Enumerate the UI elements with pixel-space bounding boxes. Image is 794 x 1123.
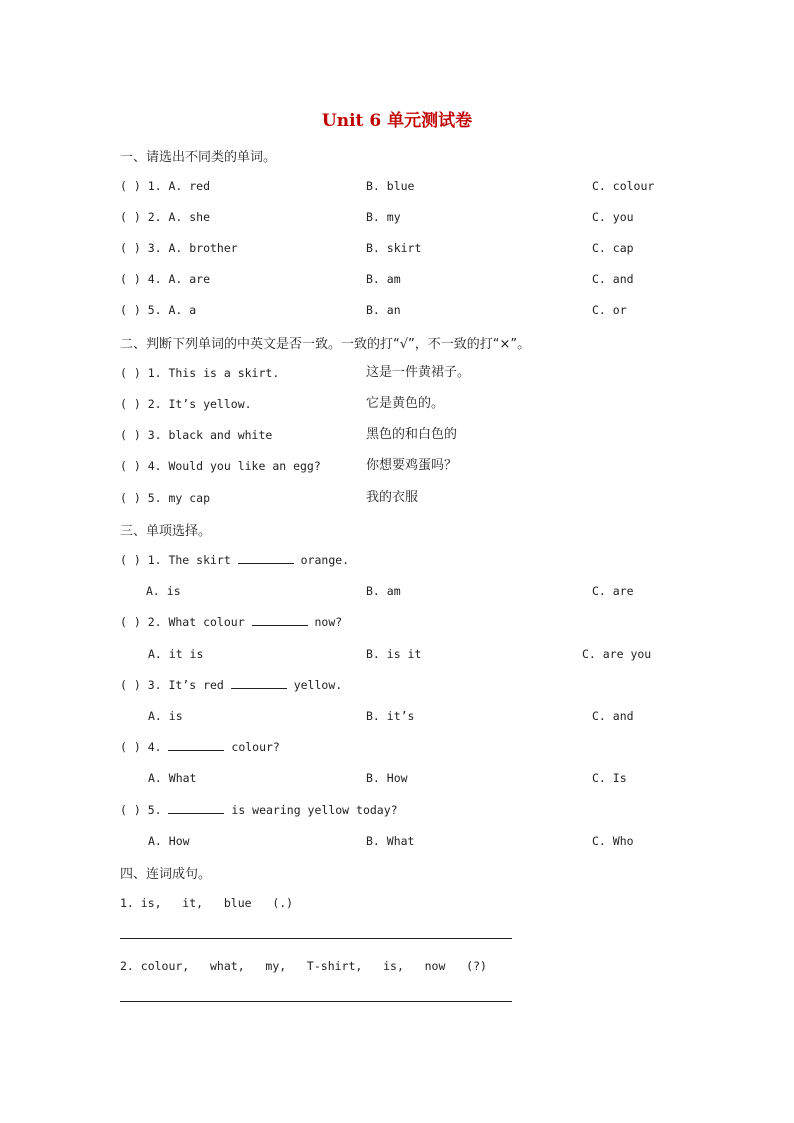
s1-item-1 — [0, 177, 794, 195]
s1-item-5-b: B. an — [366, 303, 401, 317]
s3-question-4 — [0, 738, 794, 756]
s3-q1-option-a: A. is — [146, 584, 181, 598]
s3-q1-blank[interactable] — [238, 552, 294, 564]
s1-item-3-a: ( ) 3. A. brother — [120, 241, 238, 255]
s3-q1-text — [120, 551, 349, 569]
s2-item-3-cn: 黑色的和白色的 — [366, 427, 458, 442]
s1-item-4-a: ( ) 4. A. are — [120, 272, 211, 286]
s2-item-1-en: ( ) 1. This is a skirt. — [120, 366, 280, 380]
s2-item-1 — [0, 364, 794, 382]
s1-item-5-c: C. or — [592, 303, 627, 317]
s3-q2-option-a: A. it is — [148, 647, 204, 661]
s3-q2-option-c: C. are you — [582, 647, 652, 661]
s3-q3-post: yellow. — [286, 678, 343, 692]
s3-question-3 — [0, 676, 794, 694]
s3-q5-text — [120, 801, 398, 819]
s3-q5-pre: ( ) 5. — [120, 803, 169, 817]
s1-item-3 — [0, 239, 794, 257]
s1-item-5-a: ( ) 5. A. a — [120, 303, 197, 317]
s4-item-2 — [0, 957, 794, 975]
s3-q3-text — [120, 676, 342, 694]
s1-item-4 — [0, 270, 794, 288]
s2-item-5-cn: 我的衣服 — [366, 490, 419, 505]
section2-heading: 二、判断下列单词的中英文是否一致。一致的打“√”，不一致的打“×”。 — [120, 337, 531, 352]
s3-q2-option-b: B. is it — [366, 647, 422, 661]
s4-item-2-words: 2. colour, what, my, T-shirt, is, now (?) — [120, 959, 487, 973]
s3-q3-option-b: B. it’s — [366, 709, 415, 723]
s2-item-3 — [0, 426, 794, 444]
s3-q2-pre: ( ) 2. What colour — [120, 615, 252, 629]
s4-item-1-answer-line[interactable] — [120, 938, 512, 939]
s1-item-2-c: C. you — [592, 210, 634, 224]
s3-q5-option-c: C. Who — [592, 834, 634, 848]
s3-q1-option-b: B. am — [366, 584, 401, 598]
s2-item-4-cn: 你想要鸡蛋吗？ — [366, 458, 458, 473]
s3-q4-post: colour? — [224, 740, 280, 754]
section1-heading: 一、请选出不同类的单词。 — [120, 150, 277, 165]
s1-item-4-b: B. am — [366, 272, 401, 286]
section4-heading: 四、连词成句。 — [120, 867, 212, 882]
s2-item-5 — [0, 489, 794, 507]
s2-item-1-cn: 这是一件黄裙子。 — [366, 365, 471, 380]
s1-item-2 — [0, 208, 794, 226]
s4-item-1 — [0, 894, 794, 912]
s2-item-4 — [0, 457, 794, 475]
section3-heading: 三、单项选择。 — [120, 524, 212, 539]
s3-q5-post: is wearing yellow today? — [224, 803, 398, 817]
s3-q3-option-c: C. and — [592, 709, 634, 723]
s1-item-3-c: C. cap — [592, 241, 634, 255]
s1-item-4-c: C. and — [592, 272, 634, 286]
s1-item-2-b: B. my — [366, 210, 401, 224]
s3-q1-pre: ( ) 1. The skirt — [120, 553, 238, 567]
s1-item-5 — [0, 301, 794, 319]
s2-item-2-cn: 它是黄色的。 — [366, 396, 445, 411]
s3-q4-blank[interactable] — [168, 739, 224, 751]
s3-q3-pre: ( ) 3. It’s red — [120, 678, 231, 692]
s3-options-3 — [0, 707, 794, 725]
s3-q2-text — [120, 613, 342, 631]
page-title: Unit 6 单元测试卷 — [321, 111, 473, 131]
s3-q4-pre: ( ) 4. — [120, 740, 169, 754]
s3-q4-option-a: A. What — [148, 771, 197, 785]
s3-q2-blank[interactable] — [252, 614, 308, 626]
s3-q4-option-c: C. Is — [592, 771, 627, 785]
s1-item-3-b: B. skirt — [366, 241, 422, 255]
s3-question-2 — [0, 613, 794, 631]
s3-q2-post: now? — [307, 615, 343, 629]
s3-q1-post: orange. — [293, 553, 350, 567]
s3-q3-blank[interactable] — [231, 677, 287, 689]
s3-options-1 — [0, 582, 794, 600]
s1-item-1-a: ( ) 1. A. red — [120, 179, 211, 193]
s3-options-2 — [0, 645, 794, 663]
s1-item-2-a: ( ) 2. A. she — [120, 210, 211, 224]
s2-item-3-en: ( ) 3. black and white — [120, 428, 273, 442]
s3-question-1 — [0, 551, 794, 569]
s3-options-5 — [0, 832, 794, 850]
s2-item-4-en: ( ) 4. Would you like an egg? — [120, 459, 321, 473]
s4-item-1-words: 1. is, it, blue (.) — [120, 896, 294, 910]
s3-q1-option-c: C. are — [592, 584, 634, 598]
s3-q3-option-a: A. is — [148, 709, 183, 723]
s1-item-1-c: C. colour — [592, 179, 655, 193]
s3-q4-text — [120, 738, 280, 756]
s3-options-4 — [0, 769, 794, 787]
s2-item-2 — [0, 395, 794, 413]
s2-item-5-en: ( ) 5. my cap — [120, 491, 211, 505]
s3-q5-option-a: A. How — [148, 834, 190, 848]
s1-item-1-b: B. blue — [366, 179, 415, 193]
s3-q5-option-b: B. What — [366, 834, 415, 848]
s3-q5-blank[interactable] — [168, 802, 224, 814]
s3-q4-option-b: B. How — [366, 771, 408, 785]
s3-question-5 — [0, 801, 794, 819]
s4-item-2-answer-line[interactable] — [120, 1001, 512, 1002]
s2-item-2-en: ( ) 2. It’s yellow. — [120, 397, 252, 411]
